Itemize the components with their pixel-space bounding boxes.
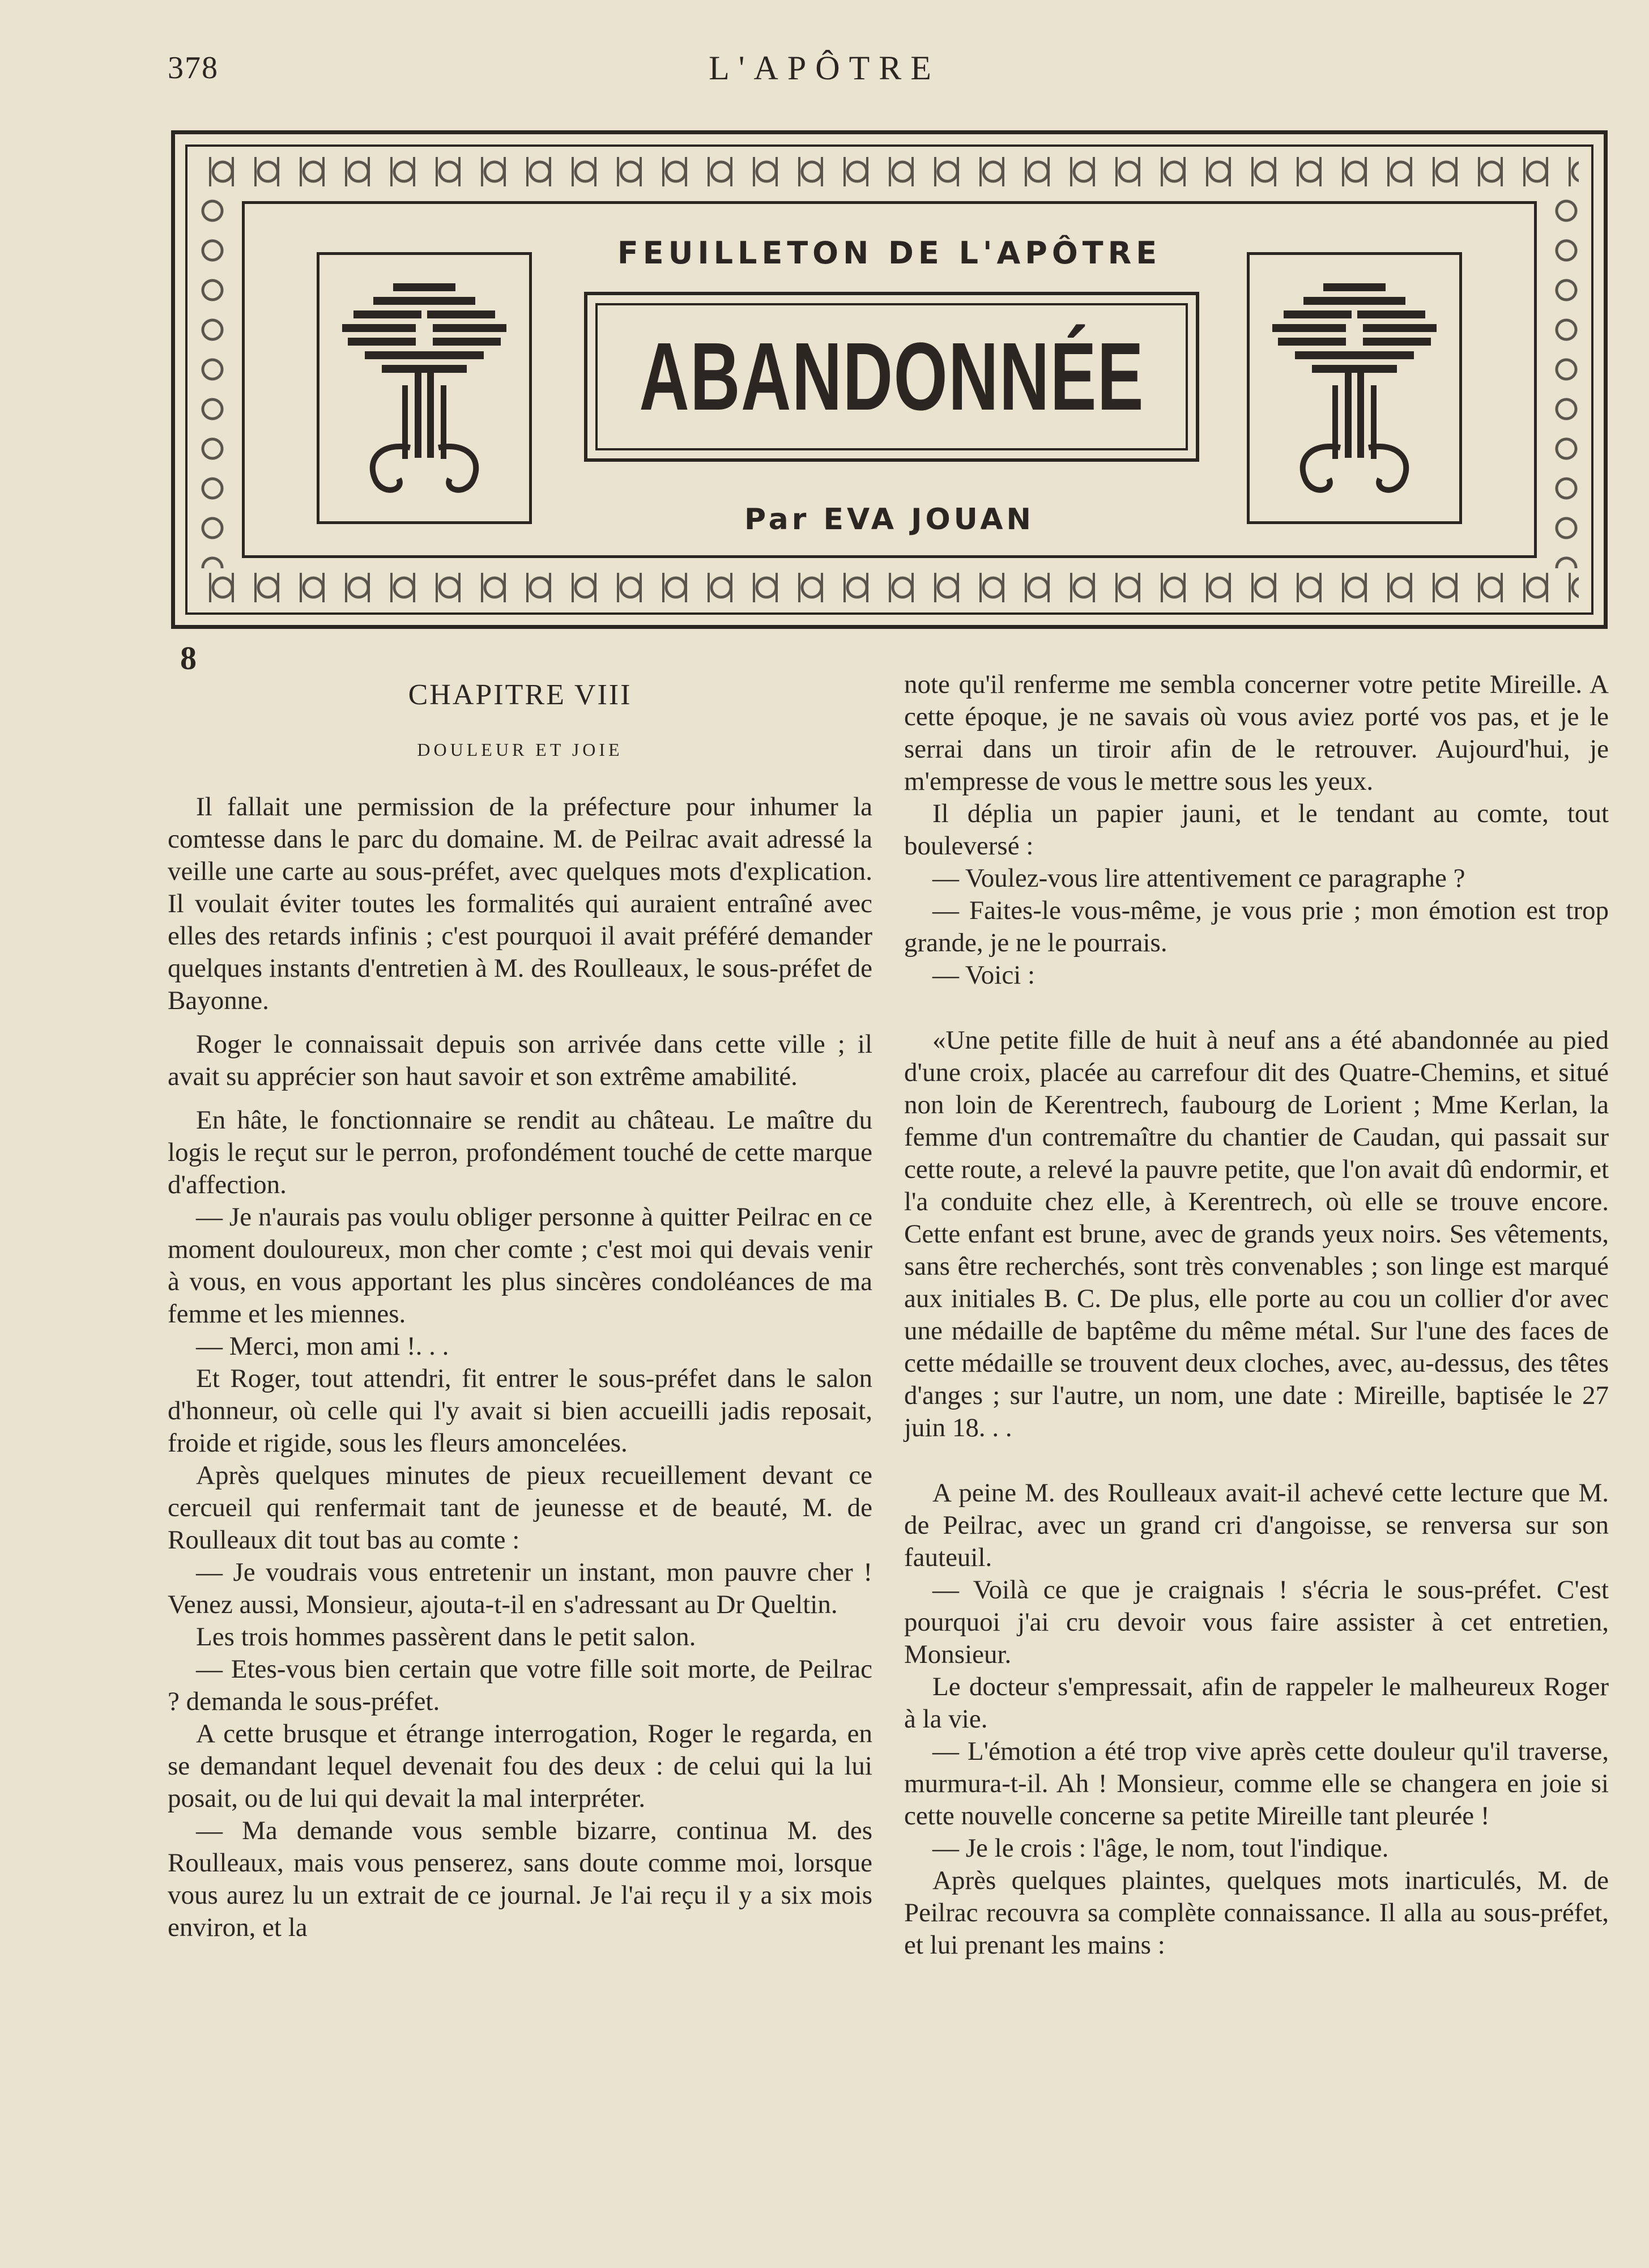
flower-ornament-icon <box>1250 255 1459 521</box>
page-number: 378 <box>168 50 219 86</box>
paragraph: — Je voudrais vous entretenir un instant, mon pauvre cher ! Venez aussi, Monsieur, ajouta-t-il en s'adressant au Dr Queltin. <box>168 1558 872 1619</box>
paragraph-continuation: note qu'il renferme me sembla concerner votre petite Mireille. A cette époque, je ne savais où vous aviez porté vos pas, et je le serrai dans un tiroir afin de le retrouver. Aujourd'hui, je m'empresse de vous le mettre sous les yeux. <box>904 670 1609 796</box>
feuilleton-banner <box>171 130 1608 629</box>
chapter-subheading: DOULEUR ET JOIE <box>417 739 623 760</box>
feuilleton-subtitle: FEUILLETON DE L'APÔTRE <box>617 235 1162 271</box>
right-column <box>904 669 1609 1961</box>
flower-ornament-icon <box>319 255 529 521</box>
paragraph: — Merci, mon ami !. . . <box>196 1331 449 1361</box>
paragraph: — Voulez-vous lire attentivement ce paragraphe ? <box>932 863 1465 893</box>
author-byline: Par EVA JOUAN <box>744 503 1035 537</box>
paragraph: A cette brusque et étrange interrogation, Roger le regarda, en se demandant lequel devenait fou des deux : de celui qui la lui posait, ou de lui qui devait la mal interpréter. <box>168 1719 872 1813</box>
paragraph: Le docteur s'empressait, afin de rappeler le malheureux Roger à la vie. <box>904 1672 1609 1734</box>
flower-ornament-right <box>1247 252 1462 524</box>
paragraph: — Ma demande vous semble bizarre, continua M. des Roulleaux, mais vous penserez, sans doute comme moi, lorsque vous aurez lu un extrait de ce journal. Je l'ai reçu il y a six mois environ, et la <box>168 1816 872 1942</box>
paragraph: A peine M. des Roulleaux avait-il achevé cette lecture que M. de Peilrac, avec un grand cri d'angoisse, se renversa sur son fauteuil. <box>904 1478 1609 1572</box>
title-inner-frame <box>595 303 1188 450</box>
left-column <box>168 669 872 1944</box>
paragraph: — Faites-le vous-même, je vous prie ; mon émotion est trop grande, je ne le pourrais. <box>904 896 1609 958</box>
paragraph: En hâte, le fonctionnaire se rendit au château. Le maître du logis le reçut sur le perron, profondément touché de cette marque d'affection. <box>168 1105 872 1199</box>
newspaper-quote: «Une petite fille de huit à neuf ans a été abandonnée au pied d'une croix, placée au carrefour dit des Quatre-Chemins, et situé non loin de Kerentrech, faubourg de Lorient ; Mme Kerlan, la femme d'un contremaître du chantier de Caudan, qui passait sur cette route, a relevé la pauvre petite, que l'on avait dû endormir, et l'a conduite chez elle, à Kerentrech, où elle se trouve encore. Cette enfant est brune, avec de grands yeux noirs. Ses vêtements, sans être recherchés, sont très convenables ; son linge est marqué aux initiales B. C. De plus, elle porte au cou un collier d'or avec une médaille de baptême du même métal. Sur l'une des faces de cette médaille se trouvent deux cloches, avec, au-dessus, des têtes d'anges ; sur l'autre, un nom, une date : Mireille, baptisée le 27 juin 18. . . <box>904 1026 1609 1443</box>
chapter-heading: CHAPITRE VIII <box>408 679 632 711</box>
paragraph: — Voici : <box>932 960 1036 990</box>
title-box <box>584 292 1199 462</box>
paragraph: — Je le crois : l'âge, le nom, tout l'indique. <box>932 1833 1389 1863</box>
paragraph: Il déplia un papier jauni, et le tendant au comte, tout bouleversé : <box>904 799 1609 861</box>
running-title: L'APÔTRE <box>709 49 940 87</box>
paragraph: Après quelques minutes de pieux recueillement devant ce cercueil qui renfermait tant de jeunesse et de beauté, M. de Roulleaux dit tout bas au comte : <box>168 1461 872 1555</box>
story-title: ABANDONNÉE <box>639 323 1144 431</box>
chain-border-top <box>200 157 1579 186</box>
paragraph: Et Roger, tout attendri, fit entrer le sous-préfet dans le salon d'honneur, où celle qui l'y avait si bien accueilli jadis reposait, froide et rigide, sous les fleurs amoncelées. <box>168 1364 872 1458</box>
paragraph: — Voilà ce que je craignais ! s'écria le sous-préfet. C'est pourquoi j'ai cru devoir vous faire assister à cet entretien, Monsieur. <box>904 1575 1609 1669</box>
paragraph: Roger le connaissait depuis son arrivée dans cette ville ; il avait su apprécier son haut savoir et son extrême amabilité. <box>168 1029 872 1091</box>
chain-border-bottom <box>200 573 1579 602</box>
paragraph: — Etes-vous bien certain que votre fille soit morte, de Peilrac ? demanda le sous-préfet. <box>168 1654 872 1716</box>
paragraph: — Je n'aurais pas voulu obliger personne à quitter Peilrac en ce moment douloureux, mon cher comte ; c'est moi qui devais venir à vous, en vous apportant les plus sincères condoléances de ma femme et les miennes. <box>168 1202 872 1329</box>
paragraph: — L'émotion a été trop vive après cette douleur qu'il traverse, murmura-t-il. Ah ! Monsieur, comme elle se changera en joie si cette nouvelle concerne sa petite Mireille tant pleurée ! <box>904 1737 1609 1831</box>
paragraph: Après quelques plaintes, quelques mots inarticulés, M. de Peilrac recouvra sa complète connaissance. Il alla au sous-préfet, et lui prenant les mains : <box>904 1866 1609 1960</box>
installment-number: 8 <box>180 640 197 676</box>
flower-ornament-left <box>317 252 532 524</box>
paragraph: Il fallait une permission de la préfecture pour inhumer la comtesse dans le parc du domaine. M. de Peilrac avait adressé la veille une carte au sous-préfet, avec quelques mots d'explication. Il voulait éviter toutes les formalités qui auraient entraîné avec elles des retards infinis ; c'est pourquoi il avait préféré demander quelques instants d'entretien à M. des Roulleaux, le sous-préfet de Bayonne. <box>168 792 872 1015</box>
paragraph: Les trois hommes passèrent dans le petit salon. <box>196 1622 696 1652</box>
